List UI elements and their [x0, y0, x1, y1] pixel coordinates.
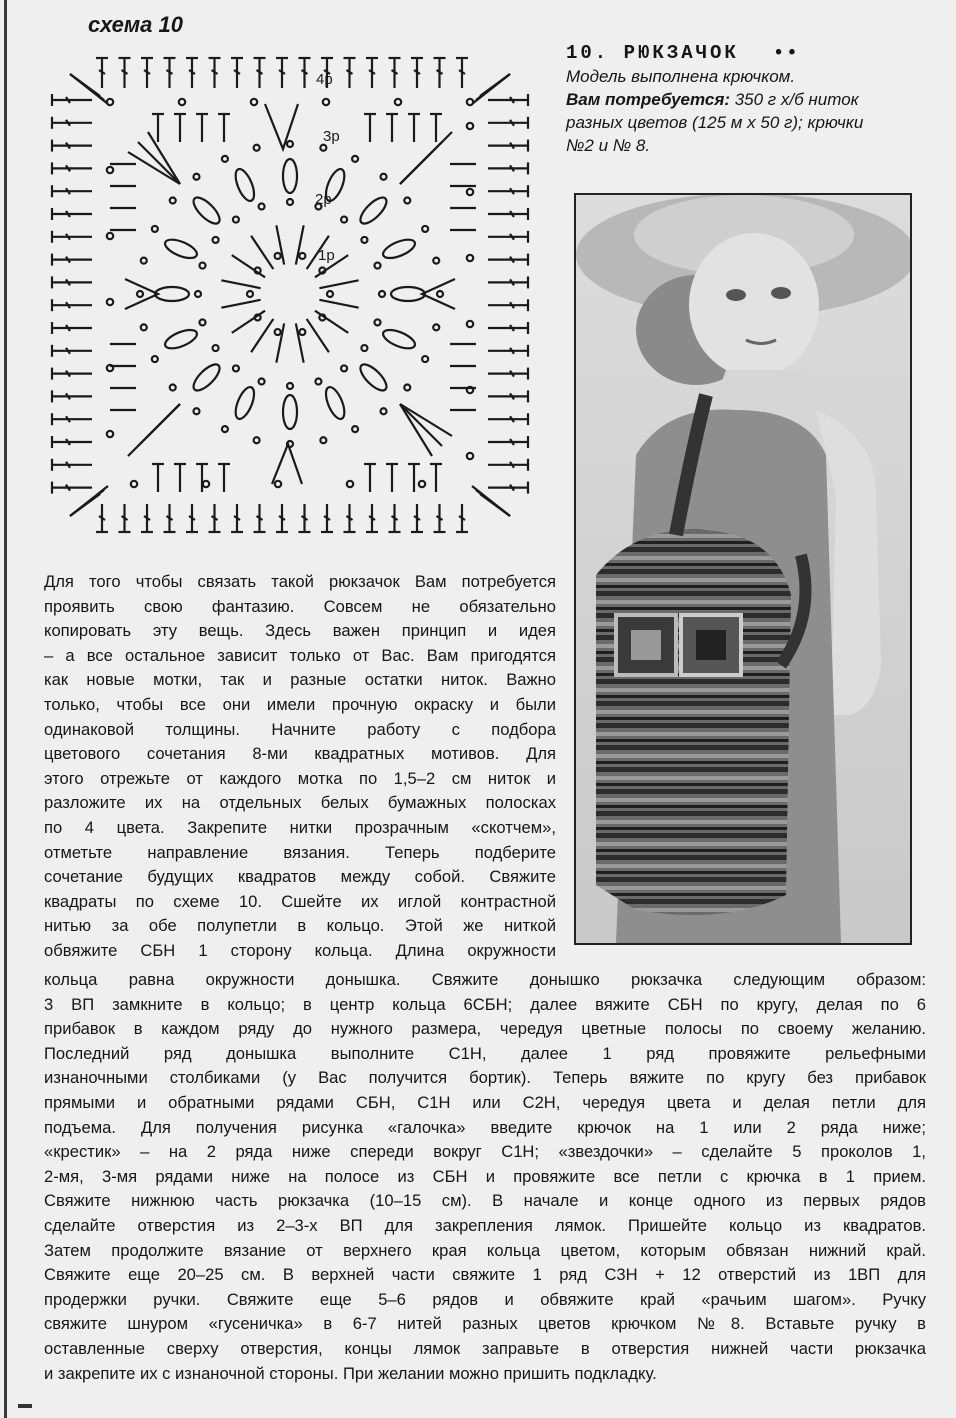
chart-symbol — [322, 385, 348, 422]
chart-symbol — [320, 145, 326, 151]
chart-symbol — [433, 324, 439, 330]
text-line: копировать эту вещь. Здесь важен принцип и идея — [44, 621, 556, 641]
chart-symbol — [341, 365, 347, 371]
text-line: свяжите шнуром «гусеничка» в 6-7 нитей разных цветов крючком №8. Вставьте ручку в — [44, 1314, 926, 1334]
text-line: разложите их на отдельных белых бумажных полосках — [44, 793, 556, 813]
chart-symbol — [179, 99, 185, 105]
chart-symbol — [200, 319, 206, 325]
chart-symbol — [190, 360, 224, 394]
page-corner-mark — [18, 1404, 32, 1408]
materials-needed — [566, 88, 946, 157]
materials-line-2: разных цветов (125 м х 50 г); крючки — [566, 113, 864, 132]
chart-symbol — [107, 167, 113, 173]
chart-symbol — [275, 253, 281, 259]
chart-symbol — [163, 326, 200, 352]
chart-symbol — [381, 174, 387, 180]
chart-symbol — [283, 395, 297, 429]
text-line: сочетание будущих квадратов между собой. Свяжите — [44, 867, 556, 887]
text-line: Свяжите нижнюю часть рюкзачка (10–15 см). В начале и конце одного из первых рядов — [44, 1191, 926, 1211]
chart-symbol — [323, 99, 329, 105]
chart-symbol — [352, 156, 358, 162]
chart-symbol — [251, 236, 273, 269]
instructions-full-width-text — [44, 968, 926, 1386]
chart-symbol — [141, 324, 147, 330]
chart-symbol — [163, 236, 200, 262]
text-line: Свяжите еще 20–25 см. В верхней части свяжите 1 ряд С3Н + 12 отверстий из 1ВП для — [44, 1265, 926, 1285]
text-line: прибавок в каждом ряду до нужного размера, чередуя цветные полосы по своему желанию. — [44, 1019, 926, 1039]
row-label-3: 3р — [323, 128, 340, 145]
text-line: Для того чтобы связать такой рюкзачок Вам потребуется — [44, 572, 556, 591]
chart-symbol — [347, 481, 353, 487]
materials-line-1: 350 г х/б ниток — [730, 90, 859, 109]
text-line: 3 ВП замкните в кольцо; в центр кольца 6СБН; далее вяжите СБН по кругу, делая по 6 — [44, 994, 926, 1014]
chart-symbol — [381, 326, 418, 352]
chart-symbol — [374, 319, 380, 325]
chart-symbol — [148, 404, 180, 436]
crochet-chart-diagram — [40, 44, 540, 544]
text-line: подъема. Для получения рисунка «галочка» введите крючок на 1 или 2 ряда ниже; — [44, 1117, 926, 1137]
chart-symbol — [433, 258, 439, 264]
chart-symbol — [131, 481, 137, 487]
chart-symbol — [356, 360, 390, 394]
chart-symbol — [254, 145, 260, 151]
chart-symbol — [467, 123, 473, 129]
text-line: «крестик» – на 2 ряда ниже спереди вокруг С1Н; «звездочки» – сделайте 5 проколов 1, — [44, 1142, 926, 1162]
chart-symbol — [195, 291, 201, 297]
text-line: – а все остальное зависит только от Вас. Вам пригодятся — [44, 645, 556, 665]
chart-symbol — [315, 378, 321, 384]
chart-symbol — [352, 426, 358, 432]
chart-symbol — [152, 356, 158, 362]
chart-symbol — [213, 345, 219, 351]
text-line: 2-мя, 3-мя рядами ниже на полосе из СБН и провяжите все петли с крючка в 1 прием. — [44, 1166, 926, 1186]
text-line: одинаковой толщины. Начните работу с подбора — [44, 719, 556, 739]
chart-symbol — [232, 255, 265, 277]
difficulty-dots: •• — [772, 42, 800, 64]
model-photo — [574, 193, 912, 945]
chart-symbol — [319, 267, 325, 273]
chart-symbol — [379, 291, 385, 297]
text-line: цветового сочетания 8-ми квадратных мотивов. Для — [44, 744, 556, 764]
chart-symbol — [467, 255, 473, 261]
chart-symbol — [467, 453, 473, 459]
text-line: кольца равна окружности донышка. Свяжите донышко рюкзачка следующим образом: — [44, 970, 926, 989]
article-title — [566, 42, 946, 64]
chart-symbol — [287, 141, 293, 147]
chart-symbol — [404, 197, 410, 203]
text-line: сделайте отверстия из 2–3-х ВП для закрепления лямок. Пришейте кольцо из квадратов. — [44, 1215, 926, 1235]
row-label-1: 1р — [318, 247, 335, 264]
chart-symbol — [232, 311, 265, 333]
chart-symbol — [287, 199, 293, 205]
text-line: оставленные сверху отверстия, концы лямок заправьте в отверстия нижней части рюкзачка — [44, 1338, 926, 1358]
chart-symbol — [259, 204, 265, 210]
chart-symbol — [320, 437, 326, 443]
chart-symbol — [275, 481, 281, 487]
row-label-2: 2р — [315, 191, 332, 208]
text-line: отметьте направление вязания. Теперь подберите — [44, 842, 556, 862]
article-number-title: 10. РЮКЗАЧОК — [566, 42, 739, 64]
chart-symbol — [299, 253, 305, 259]
chart-symbol — [381, 408, 387, 414]
chart-symbol — [467, 321, 473, 327]
chart-symbol — [404, 385, 410, 391]
article-header — [566, 42, 946, 157]
chart-symbol — [422, 226, 428, 232]
chart-symbol — [125, 279, 158, 309]
chart-symbol — [247, 291, 253, 297]
chart-symbol — [319, 280, 358, 288]
chart-symbol — [152, 226, 158, 232]
chart-symbol — [400, 132, 452, 184]
chart-symbol — [381, 236, 418, 262]
chart-symbol — [319, 315, 325, 321]
chart-symbol — [467, 99, 473, 105]
chart-symbol — [255, 315, 261, 321]
chart-symbol — [222, 156, 228, 162]
text-line: продержки ручки. Свяжите еще 5–6 рядов и обвяжите край «рачьим шагом». Ручку — [44, 1289, 926, 1309]
chart-symbol — [259, 378, 265, 384]
text-line: как новые мотки, так и разные остатки ниток. Важно — [44, 670, 556, 690]
chart-symbol — [356, 194, 390, 228]
text-line: обвяжите СБН 1 сторону кольца. Длина окружности — [44, 940, 556, 960]
row-label-4: 4р — [316, 71, 333, 88]
chart-symbol — [232, 167, 258, 204]
chart-symbol — [213, 237, 219, 243]
chart-symbol — [422, 279, 455, 309]
chart-symbol — [472, 486, 510, 516]
chart-symbol — [319, 300, 358, 308]
chart-symbol — [275, 329, 281, 335]
chart-symbol — [107, 233, 113, 239]
text-line: изнаночными столбиками (у Вас получится бортик). Теперь вяжите по кругу без прибавок — [44, 1068, 926, 1088]
scheme-title: схема 10 — [88, 12, 183, 37]
chart-symbol — [170, 197, 176, 203]
materials-line-3: №2 и № 8. — [566, 136, 651, 155]
chart-symbol — [299, 329, 305, 335]
chart-symbol — [107, 431, 113, 437]
chart-symbol — [419, 481, 425, 487]
text-line: по 4 цвета. Закрепите нитки прозрачным «скотчем», — [44, 817, 556, 837]
text-line: квадраты по схеме 10. Сшейте их иглой контрастной — [44, 891, 556, 911]
chart-symbol — [193, 408, 199, 414]
chart-symbol — [287, 383, 293, 389]
chart-symbol — [107, 299, 113, 305]
instructions-column-text — [44, 570, 556, 964]
left-border-rule — [4, 0, 7, 1418]
text-line: Последний ряд донышка выполните С1Н, далее 1 ряд провяжите рельефными — [44, 1043, 926, 1063]
chart-symbol — [255, 267, 261, 273]
chart-symbol — [437, 291, 443, 297]
chart-symbol — [141, 258, 147, 264]
chart-symbol — [315, 311, 348, 333]
chart-symbol — [107, 99, 113, 105]
chart-symbol — [251, 99, 257, 105]
chart-symbol — [137, 291, 143, 297]
chart-symbol — [221, 300, 260, 308]
chart-symbol — [221, 280, 260, 288]
chart-symbol — [395, 99, 401, 105]
chart-symbol — [200, 263, 206, 269]
chart-symbol — [170, 385, 176, 391]
text-line: прямыми и обратными рядами СБН, С1Н или С2Н, чередуя цвета и делая петли для — [44, 1092, 926, 1112]
chart-symbol — [272, 444, 302, 484]
materials-label: Вам потребуется: — [566, 90, 730, 109]
chart-symbol — [254, 437, 260, 443]
chart-symbol — [327, 291, 333, 297]
chart-symbol — [190, 194, 224, 228]
chart-symbol — [361, 237, 367, 243]
chart-symbol — [283, 159, 297, 193]
text-line: только, чтобы все они имели прочную окраску и были — [44, 694, 556, 714]
chart-symbol — [307, 319, 329, 352]
chart-symbol — [251, 319, 273, 352]
model-note: Модель выполнена крючком. — [566, 67, 796, 86]
chart-symbol — [467, 189, 473, 195]
chart-symbol — [222, 426, 228, 432]
chart-symbol — [203, 481, 209, 487]
chart-symbol — [232, 385, 258, 422]
chart-symbol — [233, 217, 239, 223]
text-line: проявить свою фантазию. Совсем не обязательно — [44, 596, 556, 616]
chart-symbol — [341, 217, 347, 223]
text-line: этого отрежьте от каждого мотка по 1,5–2 см ниток и — [44, 768, 556, 788]
chart-symbol — [422, 356, 428, 362]
chart-symbol — [193, 174, 199, 180]
chart-symbol — [233, 365, 239, 371]
text-line: нитью за обе полупетли в кольцо. Этой же ниткой — [44, 916, 556, 936]
chart-symbol — [374, 263, 380, 269]
chart-symbol — [361, 345, 367, 351]
text-line: и закрепите их с изнаночной стороны. При желании можно пришить подкладку. — [44, 1363, 657, 1383]
text-line: Затем продолжите вязание от верхнего края кольца цветом, которым обвязан нижний край. — [44, 1240, 926, 1260]
